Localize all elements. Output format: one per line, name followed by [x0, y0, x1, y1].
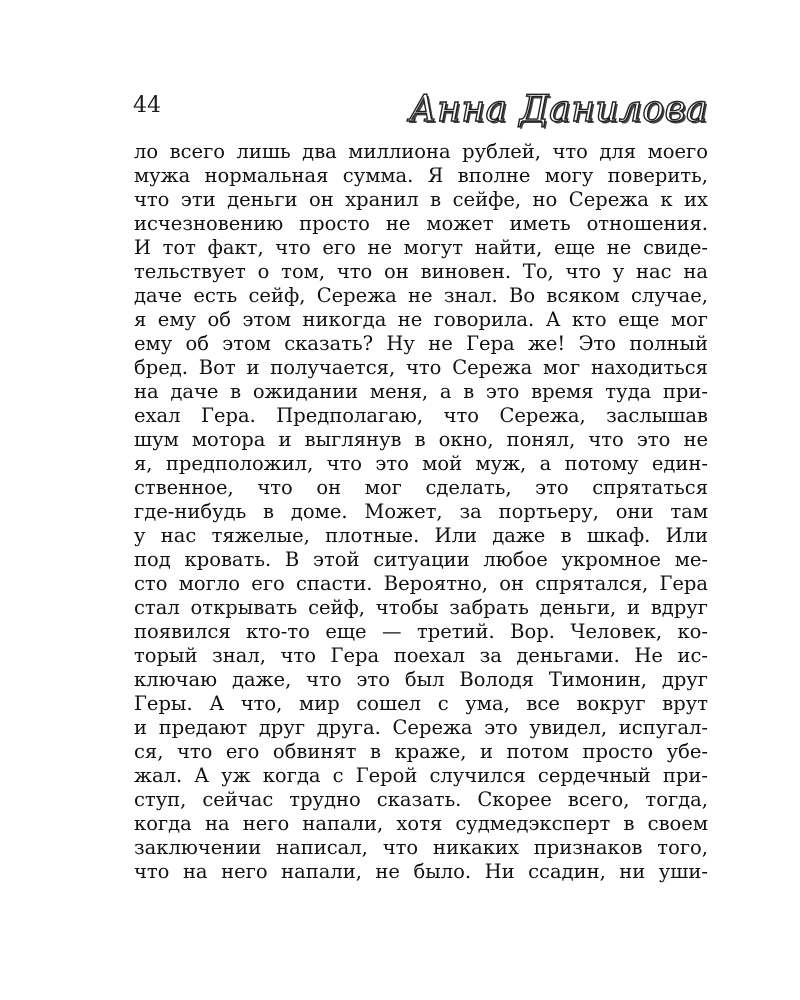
text-line: я ему об этом никогда не говорила. А кто еще мог — [134, 308, 708, 331]
text-line: на даче в ожидании меня, а в это время туда при- — [134, 380, 708, 403]
text-line: ключаю даже, что это был Володя Тимонин, друг — [134, 668, 708, 691]
text-line: и предают друг друга. Сережа это увидел, испугал- — [134, 716, 708, 739]
text-line: сто могло его спасти. Вероятно, он спрятался, Гера — [134, 572, 708, 595]
body-text — [134, 140, 708, 884]
text-line: Геры. А что, мир сошел с ума, все вокруг врут — [134, 692, 708, 715]
text-line: появился кто-то еще — третий. Вор. Человек, ко- — [134, 620, 708, 643]
text-line: ло всего лишь два миллиона рублей, что для моего — [134, 140, 708, 163]
text-line: ся, что его обвинят в краже, и потом просто убе- — [134, 740, 708, 763]
text-line: когда на него напали, хотя судмедэксперт в своем — [134, 812, 708, 835]
text-line: под кровать. В этой ситуации любое укромное ме- — [134, 548, 708, 571]
text-line: И тот факт, что его не могут найти, еще не свиде- — [134, 236, 708, 259]
text-line: что эти деньги он хранил в сейфе, но Сережа к их — [134, 188, 708, 211]
text-line: мужа нормальная сумма. Я вполне могу поверить, — [134, 164, 708, 187]
text-line: торый знал, что Гера поехал за деньгами. Не ис- — [134, 644, 708, 667]
text-line: стал открывать сейф, чтобы забрать деньги, и вдруг — [134, 596, 708, 619]
text-line: я, предположил, что это мой муж, а потому един- — [134, 452, 708, 475]
text-line: исчезновению просто не может иметь отношения. — [134, 212, 708, 235]
text-line: заключении написал, что никаких признаков того, — [134, 836, 708, 859]
text-line: ему об этом сказать? Ну не Гера же! Это полный — [134, 332, 708, 355]
text-line: жал. А уж когда с Герой случился сердечный при- — [134, 764, 708, 787]
text-line: у нас тяжелые, плотные. Или даже в шкаф. Или — [134, 524, 708, 547]
text-line: шум мотора и выглянув в окно, понял, что это не — [134, 428, 708, 451]
author-signature-header: Анна Данилова — [409, 89, 708, 130]
text-line: где-нибудь в доме. Может, за портьеру, они там — [134, 500, 708, 523]
text-line: ехал Гера. Предполагаю, что Сережа, заслышав — [134, 404, 708, 427]
text-line: ступ, сейчас трудно сказать. Скорее всего, тогда, — [134, 788, 708, 811]
text-line: ственное, что он мог сделать, это спрятаться — [134, 476, 708, 499]
text-line: тельствует о том, что он виновен. То, что у нас на — [134, 260, 708, 283]
page-number: 44 — [133, 93, 161, 118]
text-line: бред. Вот и получается, что Сережа мог находиться — [134, 356, 708, 379]
text-line: даче есть сейф, Сережа не знал. Во всяком случае, — [134, 284, 708, 307]
text-line: что на него напали, не было. Ни ссадин, ни уши- — [134, 860, 708, 883]
